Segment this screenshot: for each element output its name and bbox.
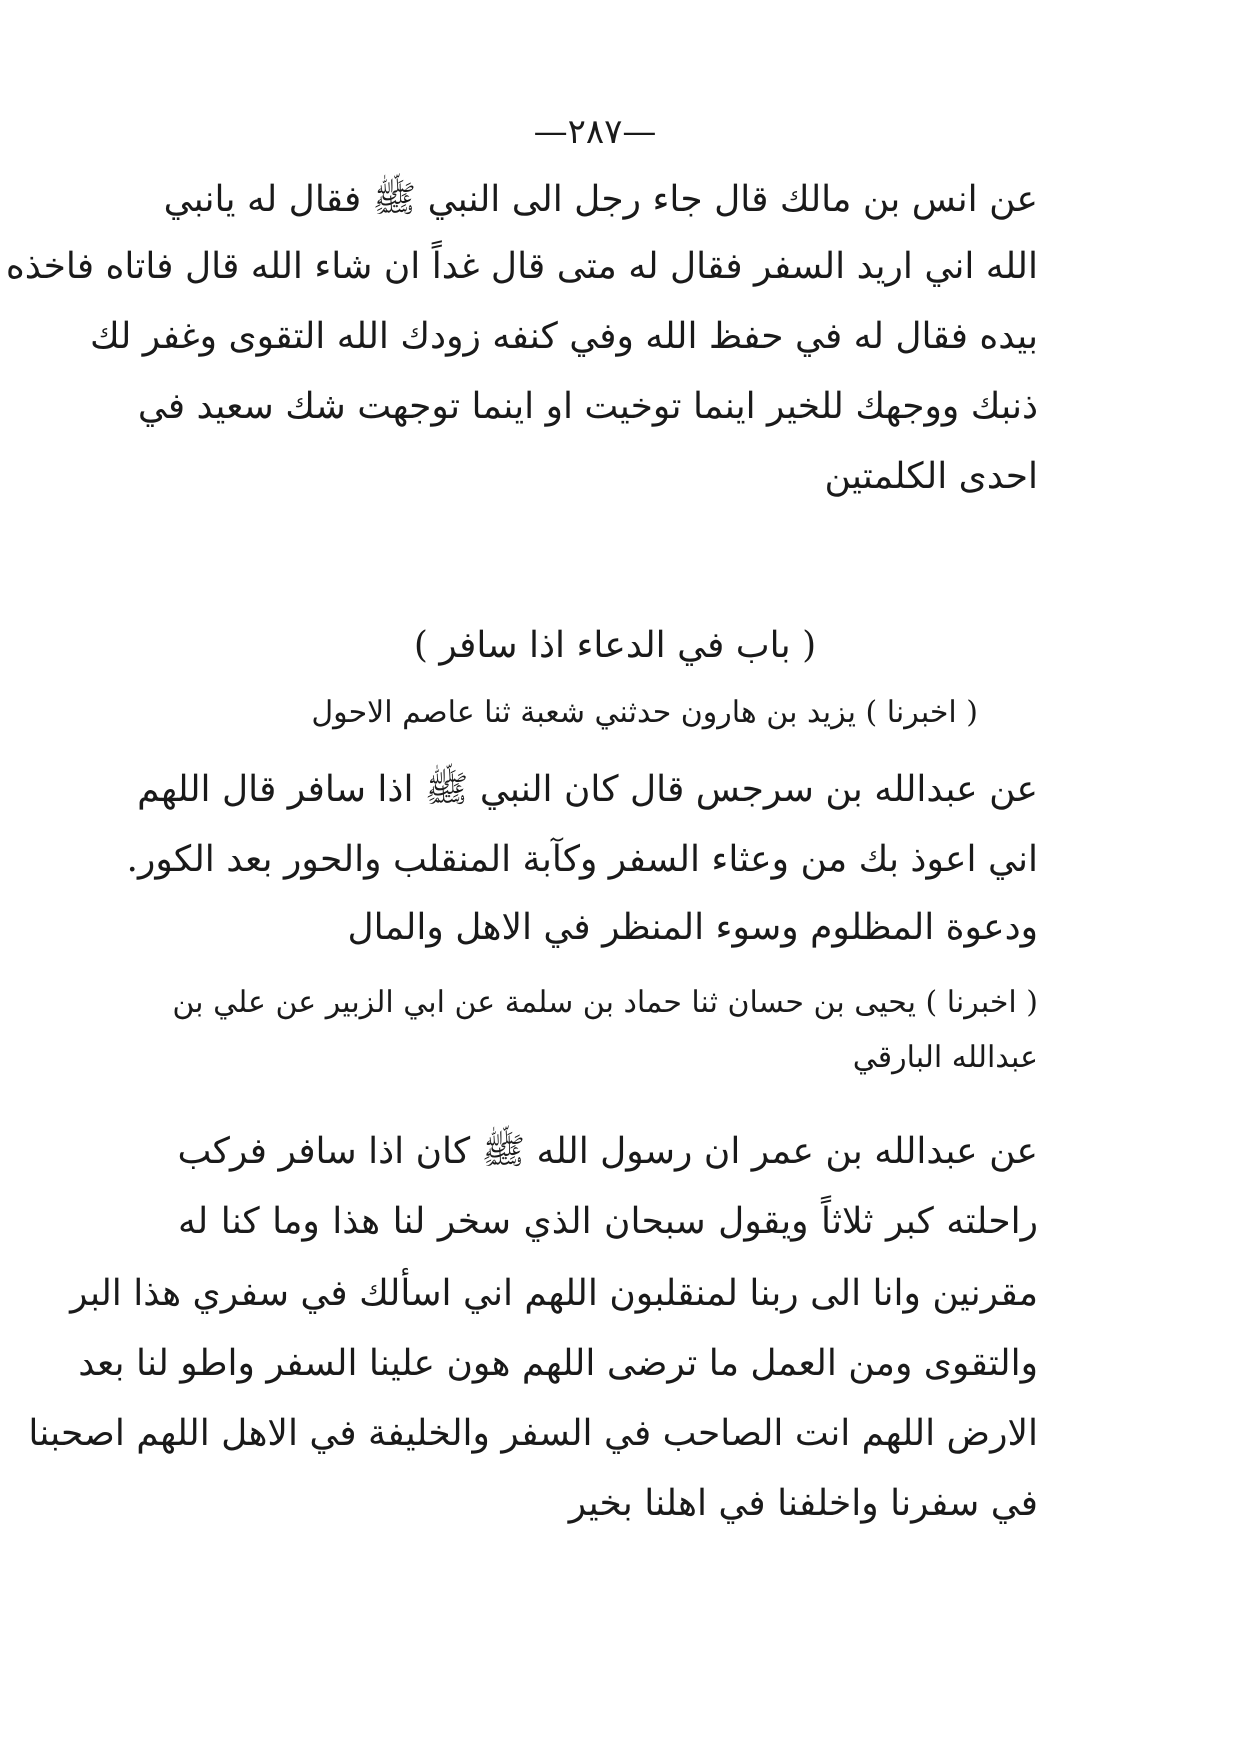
text-line: ودعوة المظلوم وسوء المنظر في الاهل والمال [347,907,1038,948]
text-line: احدى الكلمتين [824,456,1038,497]
text-line: عن عبدالله بن عمر ان رسول الله ﷺ كان اذا سافر فركب [177,1131,1038,1172]
text-line: راحلته كبر ثلاثاً ويقول سبحان الذي سخر لنا هذا وما كنا له [178,1201,1038,1242]
chapter-title: ( باب في الدعاء اذا سافر ) [413,625,817,666]
isnad-line: عبدالله البارقي [852,1040,1038,1075]
text-line: الارض اللهم انت الصاحب في السفر والخليفة في الاهل اللهم اصحبنا [28,1413,1038,1454]
text-line: اني اعوذ بك من وعثاء السفر وكآبة المنقلب والحور بعد الكور. [126,839,1038,880]
text-line: بيده فقال له في حفظ الله وفي كنفه زودك الله التقوى وغفر لك [89,316,1038,357]
isnad-line: ( اخبرنا ) يحيى بن حسان ثنا حماد بن سلمة عن ابي الزبير عن علي بن [172,985,1038,1020]
page-number: —٢٨٧— [533,112,657,152]
isnad-line: ( اخبرنا ) يزيد بن هارون حدثني شعبة ثنا عاصم الاحول [311,695,978,730]
text-line: مقرنين وانا الى ربنا لمنقلبون اللهم اني اسألك في سفري هذا البر [70,1273,1038,1314]
text-line: عن عبدالله بن سرجس قال كان النبي ﷺ اذا سافر قال اللهم [137,769,1038,810]
text-line: والتقوى ومن العمل ما ترضى اللهم هون علينا السفر واطو لنا بعد [78,1343,1038,1384]
text-line: عن انس بن مالك قال جاء رجل الى النبي ﷺ فقال له يانبي [163,179,1038,220]
text-line: الله اني اريد السفر فقال له متى قال غداً ان شاء الله قال فاتاه فاخذه [5,246,1038,287]
text-line: ذنبك ووجهك للخير اينما توخيت او اينما توجهت شك سعيد في [137,386,1038,427]
text-line: في سفرنا واخلفنا في اهلنا بخير [568,1483,1038,1524]
